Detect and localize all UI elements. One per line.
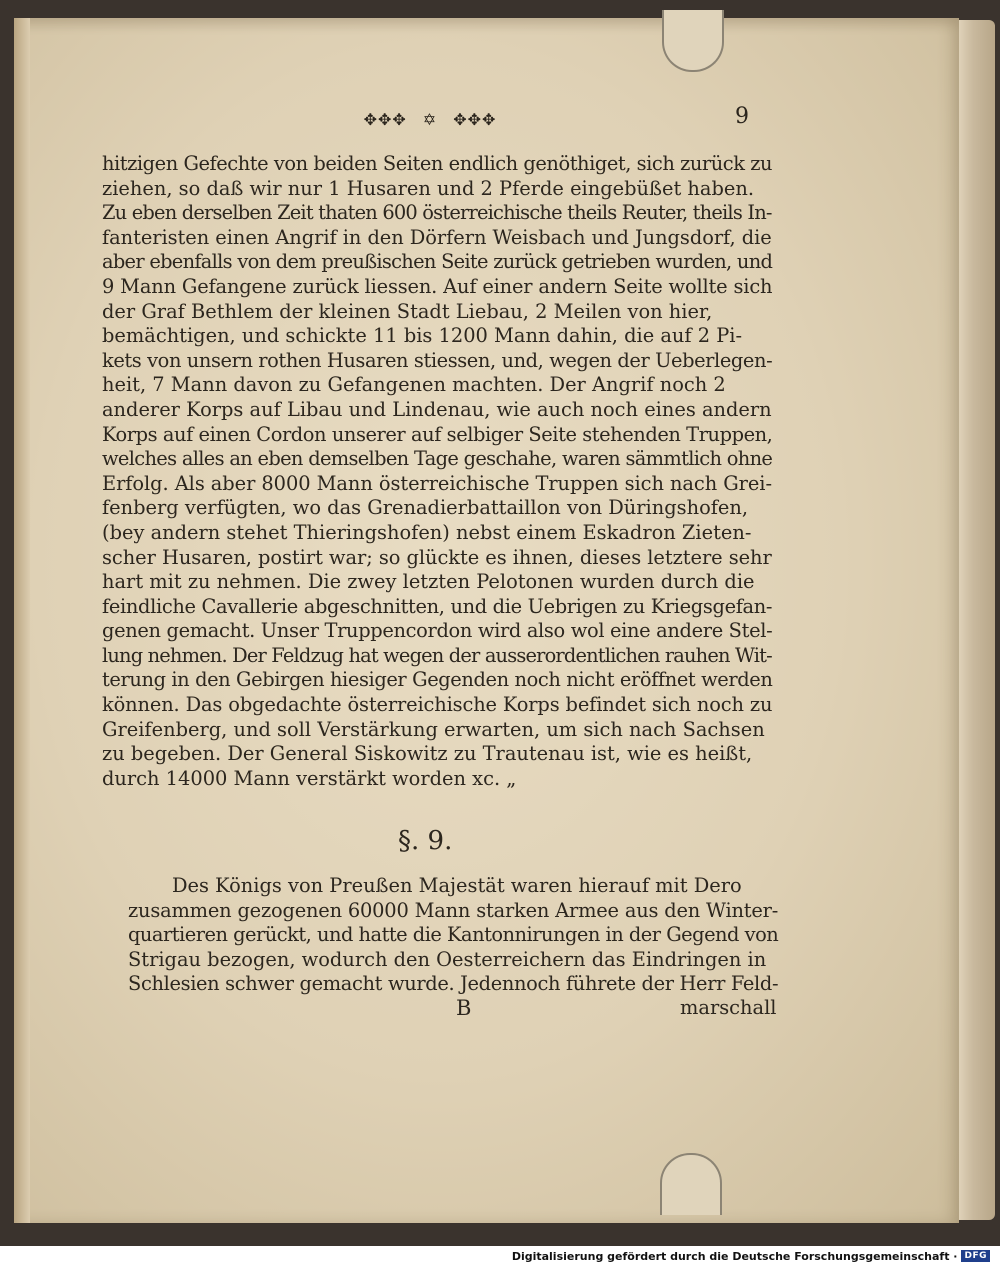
text-line: Erfolg. Als aber 8000 Mann österreichische Truppen sich nach Grei- [102,471,772,495]
text-line: welches alles an eben demselben Tage geschahe, waren sämmtlich ohne [102,447,773,471]
signature-mark: B [456,996,472,1020]
bottom-clip-notch [660,1153,722,1215]
text-line: Korps auf einen Cordon unserer auf selbiger Seite stehenden Truppen, [102,422,773,446]
text-line: fanteristen einen Angrif in den Dörfern Weisbach und Jungsdorf, die [102,225,772,249]
text-line: können. Das obgedachte österreichische Korps befindet sich noch zu [102,693,773,717]
text-line: hart mit zu nehmen. Die zwey letzten Pelotonen wurden durch die [102,570,755,594]
text-line: kets von unsern rothen Husaren stiessen, und, wegen der Ueberlegen- [102,348,773,372]
footer-credit: Digitalisierung gefördert durch die Deutsche Forschungsgemeinschaft · [511,1249,958,1263]
paragraph-2 [128,874,778,997]
text-line: Greifenberg, und soll Verstärkung erwarten, um sich nach Sachsen [102,717,765,741]
section-heading: §. 9. [398,826,453,856]
page-header-ornament [330,104,530,134]
text-line: Strigau bezogen, wodurch den Oesterreichern das Eindringen in [128,947,767,971]
paragraph-1 [102,152,772,791]
text-line: terung in den Gebirgen hiesiger Gegenden noch nicht eröffnet werden [102,668,773,692]
text-line: durch 14000 Mann verstärkt worden xc. „ [102,766,517,790]
dfg-logo: DFG [961,1250,990,1262]
text-line: Schlesien schwer gemacht wurde. Jedennoch führete der Herr Feld- [128,972,779,996]
text-line: (bey andern stehet Thieringshofen) nebst einem Eskadron Zieten- [102,520,752,544]
text-line: bemächtigen, und schickte 11 bis 1200 Mann dahin, die auf 2 Pi- [102,324,743,348]
text-line: quartieren gerückt, und hatte die Kantonnirungen in der Gegend von [128,923,779,947]
text-line: Zu eben derselben Zeit thaten 600 österreichische theils Reuter, theils In- [102,201,772,225]
text-line: heit, 7 Mann davon zu Gefangenen machten. Der Angrif noch 2 [102,373,726,397]
text-line: lung nehmen. Der Feldzug hat wegen der ausserordentlichen rauhen Wit- [102,643,772,667]
text-line: aber ebenfalls von dem preußischen Seite zurück getrieben wurden, und [102,250,773,274]
text-line: der Graf Bethlem der kleinen Stadt Liebau, 2 Meilen von hier, [102,299,713,323]
text-line: hitzigen Gefechte von beiden Seiten endlich genöthiget, sich zurück zu [102,152,773,175]
catchword: marschall [680,996,777,1019]
ornament-right-icon: ✥✥✥ [453,109,497,129]
text-line: feindliche Cavallerie abgeschnitten, und die Uebrigen zu Kriegsgefan- [102,594,773,618]
ornament-star-icon: ✡ [422,109,438,129]
text-line: 9 Mann Gefangene zurück liessen. Auf einer andern Seite wollte sich [102,274,773,298]
digitization-footer [0,1246,1000,1266]
top-clip-notch [662,10,724,72]
text-line: fenberg verfügten, wo das Grenadierbattaillon von Düringshofen, [102,496,749,520]
text-line: anderer Korps auf Libau und Lindenau, wie auch noch eines andern [102,397,772,421]
text-line: ziehen, so daß wir nur 1 Husaren und 2 Pferde eingebüßet haben. [102,176,755,200]
text-line: Des Königs von Preußen Majestät waren hierauf mit Dero [172,874,742,897]
page-gutter [14,18,30,1223]
text-line: scher Husaren, postirt war; so glückte es ihnen, dieses letztere sehr [102,545,772,569]
text-line: zu begeben. Der General Siskowitz zu Trautenau ist, wie es heißt, [102,742,753,766]
ornament-left-icon: ✥✥✥ [363,109,407,129]
page-number: 9 [735,104,749,129]
text-line: zusammen gezogenen 60000 Mann starken Armee aus den Winter- [128,898,779,922]
text-line: genen gemacht. Unser Truppencordon wird also wol eine andere Stel- [102,619,773,643]
